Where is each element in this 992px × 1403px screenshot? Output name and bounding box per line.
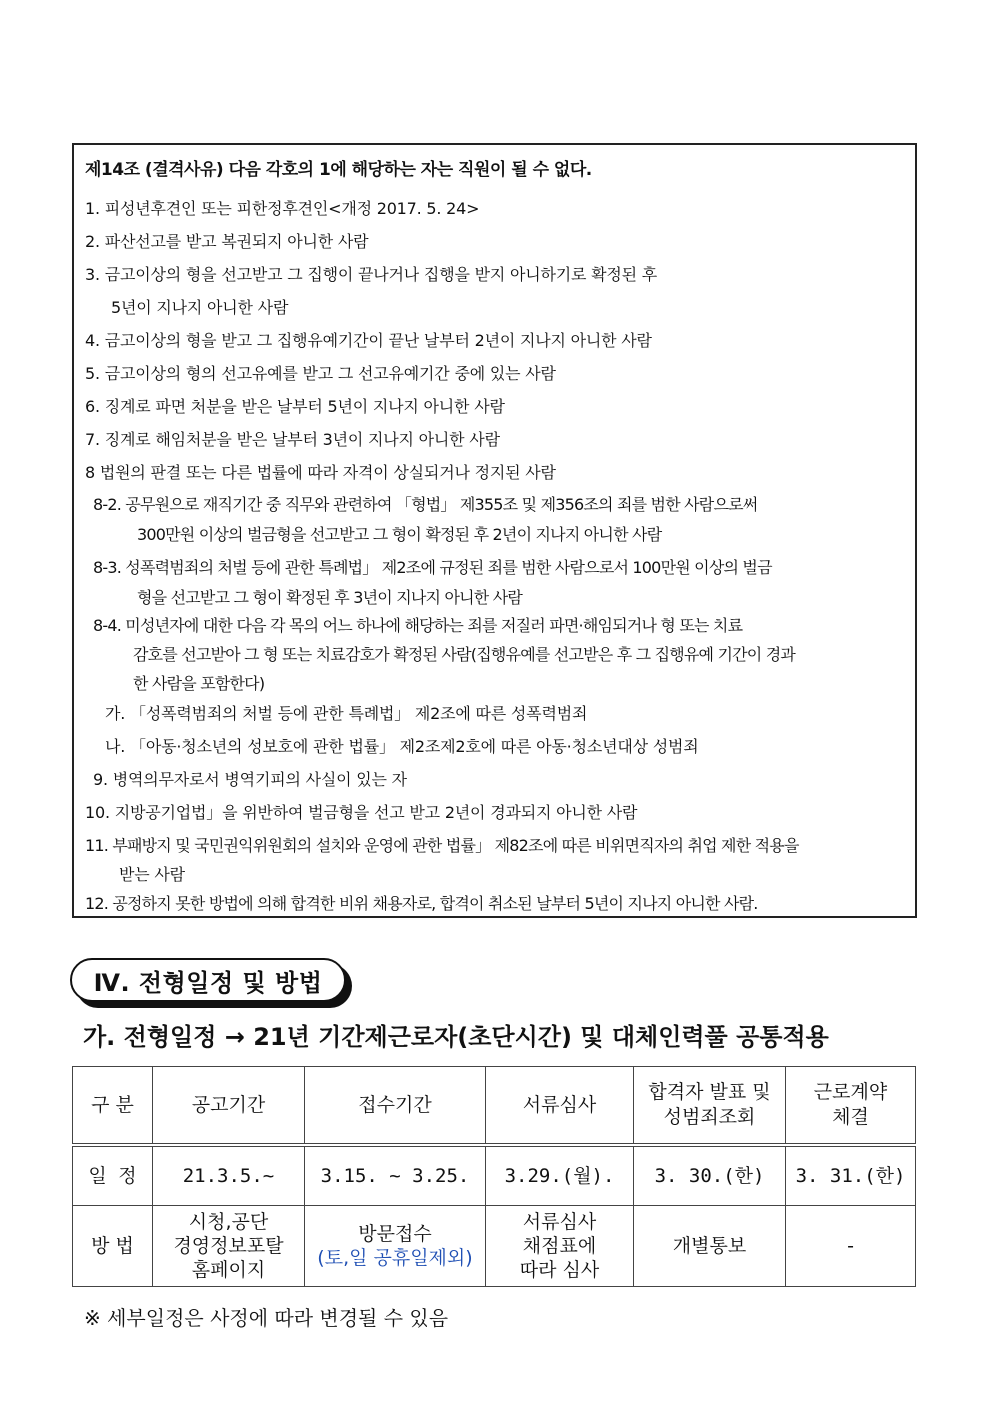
footnote: ※ 세부일정은 사정에 따라 변경될 수 있음 bbox=[84, 1306, 449, 1330]
table-row-schedule bbox=[73, 1145, 916, 1206]
item-6: 6. 징계로 파면 처분을 받은 날부터 5년이 지나지 아니한 사람 bbox=[85, 397, 505, 416]
cell-announcement-method: 개별통보 bbox=[634, 1206, 786, 1287]
article-title: 제14조 (결격사유) 다음 각호의 1에 해당하는 자는 직원이 될 수 없다. bbox=[85, 160, 592, 180]
section-heading-pill bbox=[70, 958, 354, 1012]
cell-notice-date: 21.3.5.~ bbox=[153, 1145, 305, 1206]
item-4: 4. 금고이상의 형을 받고 그 집행유예기간이 끝난 날부터 2년이 지나지 아니한 사람 bbox=[85, 331, 652, 350]
item-11-cont: 받는 사람 bbox=[119, 865, 185, 884]
disqualification-box bbox=[72, 143, 917, 918]
header-announcement: 합격자 발표 및 성범죄조회 bbox=[634, 1067, 786, 1146]
item-5: 5. 금고이상의 형의 선고유예를 받고 그 선고유예기간 중에 있는 사람 bbox=[85, 364, 556, 383]
item-8-3-cont: 형을 선고받고 그 형이 확정된 후 3년이 지나지 아니한 사람 bbox=[137, 588, 523, 607]
item-2: 2. 파산선고를 받고 복권되지 아니한 사람 bbox=[85, 232, 369, 251]
cell-announcement-date: 3. 30.(한) bbox=[634, 1145, 786, 1206]
reception-method-text: 방문접수 bbox=[358, 1222, 432, 1245]
table-row-method bbox=[73, 1206, 916, 1287]
item-8-2: 8-2. 공무원으로 재직기간 중 직무와 관련하여 「형법」 제355조 및 제356조의 죄를 범한 사람으로써 bbox=[93, 495, 758, 514]
item-8-4-ga: 가. 「성폭력범죄의 처벌 등에 관한 특례법」 제2조에 따른 성폭력범죄 bbox=[105, 704, 588, 723]
header-category: 구 분 bbox=[73, 1067, 153, 1146]
cell-review-date: 3.29.(월). bbox=[486, 1145, 634, 1206]
row-label-schedule: 일 정 bbox=[73, 1145, 153, 1206]
cell-contract-date: 3. 31.(한) bbox=[786, 1145, 916, 1206]
cell-review-method: 서류심사 채점표에 따라 심사 bbox=[486, 1206, 634, 1287]
schedule-table bbox=[72, 1066, 916, 1287]
item-8-2-cont: 300만원 이상의 벌금형을 선고받고 그 형이 확정된 후 2년이 지나지 아니한 사람 bbox=[137, 525, 662, 544]
cell-reception-method bbox=[305, 1206, 486, 1287]
item-8-4-cont-2: 한 사람을 포함한다) bbox=[133, 674, 265, 693]
header-notice-period: 공고기간 bbox=[153, 1067, 305, 1146]
header-document-review: 서류심사 bbox=[486, 1067, 634, 1146]
cell-notice-method: 시청,공단 경영정보포탈 홈페이지 bbox=[153, 1206, 305, 1287]
item-8: 8 법원의 판결 또는 다른 법률에 따라 자격이 상실되거나 정지된 사람 bbox=[85, 463, 556, 482]
item-3: 3. 금고이상의 형을 선고받고 그 집행이 끝나거나 집행을 받지 아니하기로 확정된 후 bbox=[85, 265, 658, 284]
item-7: 7. 징계로 해임처분을 받은 날부터 3년이 지나지 아니한 사람 bbox=[85, 430, 500, 449]
pill-body bbox=[70, 958, 346, 1002]
item-12: 12. 공정하지 못한 방법에 의해 합격한 비위 채용자로, 합격이 취소된 날부터 5년이 지나지 아니한 사람. bbox=[85, 894, 758, 913]
item-10: 10. 지방공기업법」을 위반하여 벌금형을 선고 받고 2년이 경과되지 아니한 사람 bbox=[85, 803, 638, 822]
item-8-4: 8-4. 미성년자에 대한 다음 각 목의 어느 하나에 해당하는 죄를 저질러 파면·해임되거나 형 또는 치료 bbox=[93, 616, 743, 635]
item-1: 1. 피성년후견인 또는 피한정후견인<개정 2017. 5. 24> bbox=[85, 199, 480, 218]
header-reception-period: 접수기간 bbox=[305, 1067, 486, 1146]
table-header-row bbox=[73, 1067, 916, 1146]
item-11: 11. 부패방지 및 국민권익위원회의 설치와 운영에 관한 법률」 제82조에 따른 비위면직자의 취업 제한 적용을 bbox=[85, 836, 799, 855]
item-8-4-na: 나. 「아동·청소년의 성보호에 관한 법률」 제2조제2호에 따른 아동·청소년대상 성범죄 bbox=[105, 737, 699, 756]
section-title: Ⅳ. 전형일정 및 방법 bbox=[93, 968, 323, 997]
schedule-subheading: 가. 전형일정 → 21년 기간제근로자(초단시간) 및 대체인력풀 공통적용 bbox=[83, 1023, 829, 1051]
item-3-cont: 5년이 지나지 아니한 사람 bbox=[111, 298, 289, 317]
cell-contract-method: - bbox=[786, 1206, 916, 1287]
reception-method-note: (토,일 공휴일제외) bbox=[317, 1247, 473, 1269]
item-8-4-cont-1: 감호를 선고받아 그 형 또는 치료감호가 확정된 사람(집행유예를 선고받은 후 그 집행유예 기간이 경과 bbox=[133, 645, 796, 664]
row-label-method: 방 법 bbox=[73, 1206, 153, 1287]
header-contract: 근로계약 체결 bbox=[786, 1067, 916, 1146]
item-8-3: 8-3. 성폭력범죄의 처벌 등에 관한 특례법」 제2조에 규정된 죄를 범한 사람으로서 100만원 이상의 벌금 bbox=[93, 558, 772, 577]
item-9: 9. 병역의무자로서 병역기피의 사실이 있는 자 bbox=[93, 770, 407, 789]
cell-reception-date: 3.15. ~ 3.25. bbox=[305, 1145, 486, 1206]
